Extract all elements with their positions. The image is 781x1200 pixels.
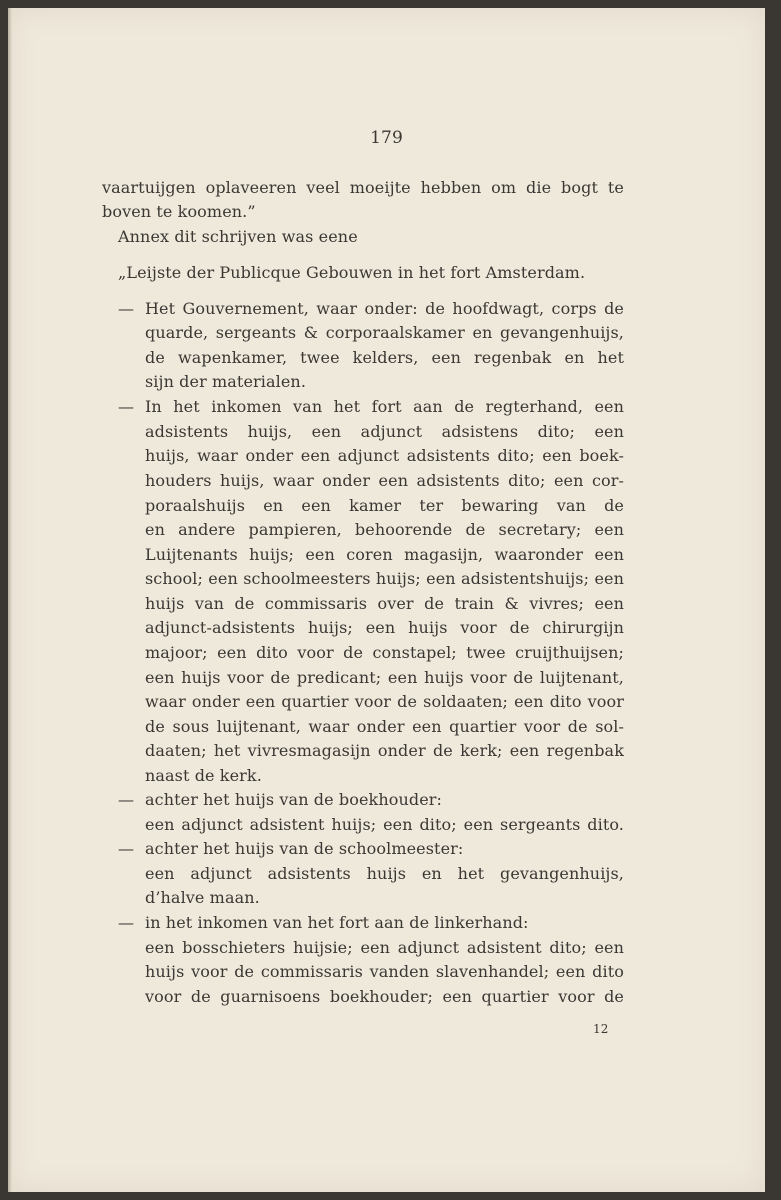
text-line: poraalshuijs en een kamer ter bewaring van de bbox=[145, 496, 624, 515]
list-dash: — bbox=[118, 839, 135, 858]
list-dash: — bbox=[118, 299, 135, 318]
list-dash: — bbox=[118, 397, 135, 416]
list-dash: — bbox=[118, 913, 135, 932]
text-line: daaten; het vivresmagasijn onder de kerk; een regenbak bbox=[145, 741, 624, 760]
text-line: naast de kerk. bbox=[145, 766, 262, 785]
text-line: waar onder een quartier voor de soldaaten; een dito voor bbox=[145, 692, 624, 711]
text-line: de sous luijtenant, waar onder een quartier voor de sol- bbox=[145, 717, 624, 736]
page-edge bbox=[8, 8, 12, 1192]
text-line: adsistents huijs, een adjunct adsistens dito; een bbox=[145, 422, 624, 441]
text-line: majoor; een dito voor de constapel; twee cruijthuijsen; bbox=[145, 643, 624, 662]
text-line: In het inkomen van het fort aan de regterhand, een bbox=[145, 397, 624, 416]
heading-line: „Leijste der Publicque Gebouwen in het fort Amsterdam. bbox=[118, 263, 586, 282]
text-line: d’halve maan. bbox=[145, 888, 260, 907]
page-number: 179 bbox=[370, 128, 403, 148]
text-line: een huijs voor de predicant; een huijs voor de luijtenant, bbox=[145, 668, 624, 687]
text-line: Het Gouvernement, waar onder: de hoofdwagt, corps de bbox=[145, 299, 624, 318]
signature-mark: 12 bbox=[593, 1022, 609, 1036]
text-line: achter het huijs van de boekhouder: bbox=[145, 790, 443, 809]
text-line: school; een schoolmeesters huijs; een adsistentshuijs; een bbox=[145, 569, 624, 588]
text-line: vaartuijgen oplaveeren veel moeijte hebben om die bogt te bbox=[102, 178, 624, 197]
text-line: huijs van de commissaris over de train & vivres; een bbox=[145, 594, 624, 613]
text-line: voor de guarnisoens boekhouder; een quartier voor de bbox=[145, 987, 624, 1006]
text-line: de wapenkamer, twee kelders, een regenbak en het bbox=[145, 348, 624, 367]
text-line: houders huijs, waar onder een adsistents dito; een cor- bbox=[145, 471, 624, 490]
text-line: boven te koomen.” bbox=[102, 202, 256, 221]
book-page bbox=[8, 8, 765, 1192]
text-line: huijs, waar onder een adjunct adsistents dito; een boek- bbox=[145, 446, 624, 465]
text-line: achter het huijs van de schoolmeester: bbox=[145, 839, 464, 858]
text-line: een adjunct adsistent huijs; een dito; een sergeants dito. bbox=[145, 815, 624, 834]
text-line: een adjunct adsistents huijs en het gevangenhuijs, bbox=[145, 864, 624, 883]
text-line: Annex dit schrijven was eene bbox=[118, 227, 358, 246]
text-line: en andere pampieren, behoorende de secretary; een bbox=[145, 520, 624, 539]
text-line: in het inkomen van het fort aan de linkerhand: bbox=[145, 913, 529, 932]
text-line: een bosschieters huijsie; een adjunct adsistent dito; een bbox=[145, 938, 624, 957]
text-line: sijn der materialen. bbox=[145, 372, 307, 391]
text-line: Luijtenants huijs; een coren magasijn, waaronder een bbox=[145, 545, 624, 564]
text-line: adjunct-adsistents huijs; een huijs voor de chirurgijn bbox=[145, 618, 624, 637]
text-line: huijs voor de commissaris vanden slavenhandel; een dito bbox=[145, 962, 624, 981]
list-dash: — bbox=[118, 790, 135, 809]
text-line: quarde, sergeants & corporaalskamer en gevangenhuijs, bbox=[145, 323, 624, 342]
